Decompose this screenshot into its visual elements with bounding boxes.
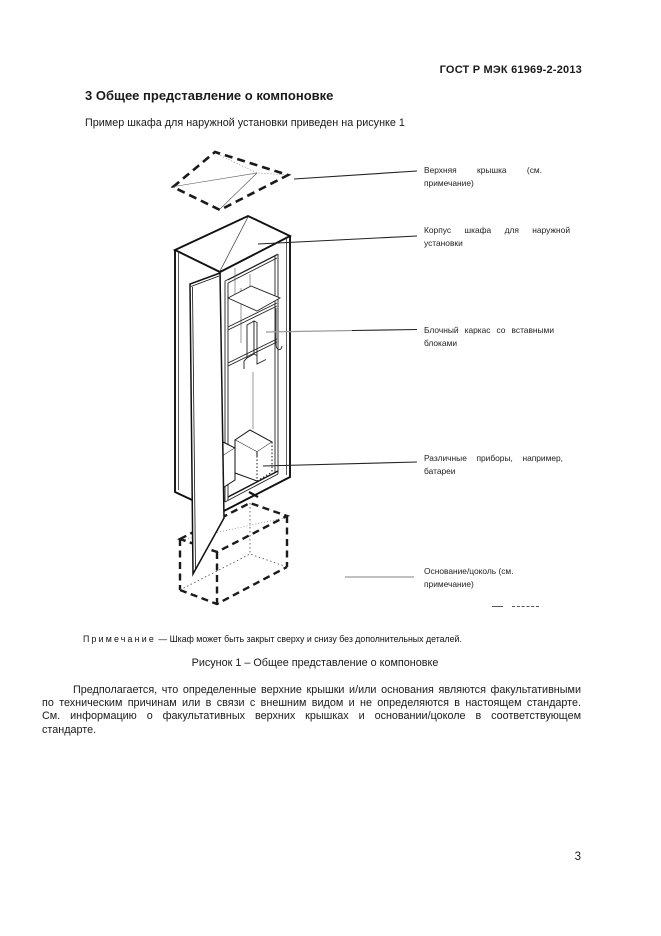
figure-caption: Рисунок 1 – Общее представление о компоновке xyxy=(191,657,439,669)
cabinet-door-drawing xyxy=(190,273,224,574)
cabinet-isometric-drawing xyxy=(60,140,420,620)
leader-top-cover xyxy=(294,171,417,179)
label-subrack: Блочный каркас со вставными блоками xyxy=(424,325,554,349)
note-label: Примечание xyxy=(83,634,156,644)
note-text: Шкаф может быть закрыт сверху и снизу без дополнительных деталей. xyxy=(169,634,462,644)
label-base-plinth: Основание/цоколь (см. примечание) xyxy=(424,566,514,590)
intro-text: Пример шкафа для наружной установки приведен на рисунке 1 xyxy=(85,117,405,129)
figure-drawing xyxy=(60,140,420,620)
label-devices: Различные приборы, например, батареи xyxy=(424,453,563,477)
body-paragraph: Предполагается, что определенные верхние крышки и/или основания являются факультативными по техническим причинам или в связи с внешним видом и не определяются в настоящем стандарте. См. информацию о факультативных верхних крышках и основании/цоколе в соответствующем стандарте. xyxy=(42,684,581,736)
leader-subrack xyxy=(352,330,417,331)
note-dash: — xyxy=(158,634,168,644)
top-cover-outline xyxy=(173,152,288,210)
figure-note xyxy=(83,634,583,644)
label-enclosure-body: Корпус шкафа для наружной установки xyxy=(424,225,570,249)
page-number: 3 xyxy=(574,851,581,863)
document-code: ГОСТ Р МЭК 61969-2-2013 xyxy=(439,64,582,76)
stray-print-artifact xyxy=(492,598,552,604)
section-title: 3 Общее представление о компоновке xyxy=(85,88,334,103)
label-top-cover: Верхняя крышка (см. примечание) xyxy=(424,165,542,189)
